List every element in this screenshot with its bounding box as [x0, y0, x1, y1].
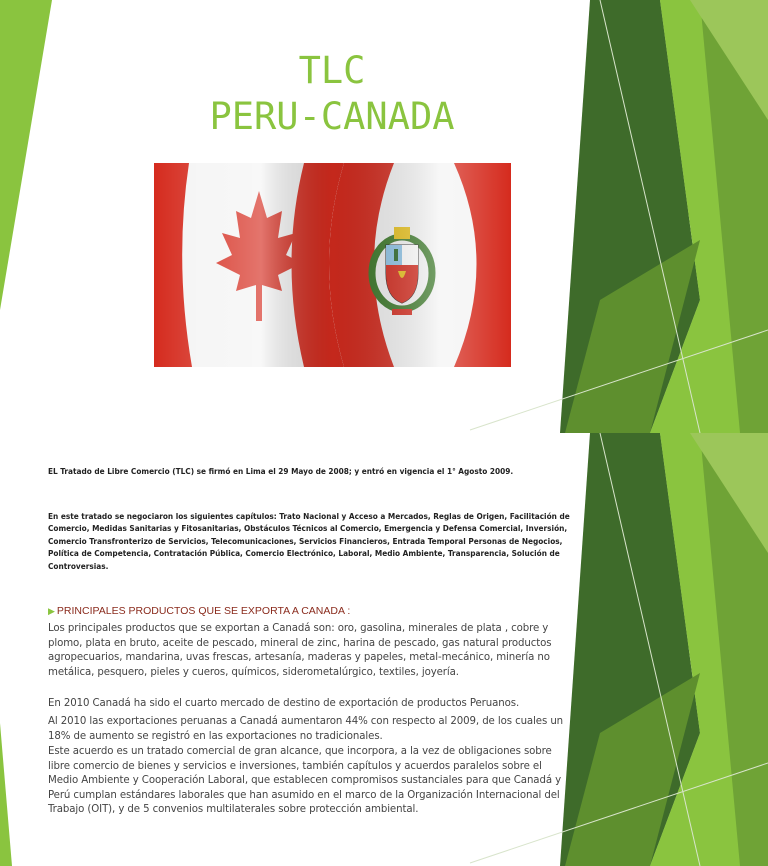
flags-illustration	[154, 163, 511, 367]
agreement-scope-paragraph: Este acuerdo es un tratado comercial de gran alcance, que incorpora, a la vez de obligaciones sobre libre comercio de bienes y servicios e inversiones, también capítulos y acuerdos paralelos sobre el Medio Ambiente y Cooperación Laboral, que establecen compromisos sustanciales para que Canadá y Perú cumplan estándares laborales que han asumido en el marco de la Organización Internacional del Trabajo (OIT), y de 5 convenios multilaterales sobre protección ambiental.	[48, 746, 562, 816]
exports-growth-paragraph: Al 2010 las exportaciones peruanas a Canadá aumentaron 44% con respecto al 2009, de los cuales un 18% de aumento se registró en las exportaciones no tradicionales.	[48, 716, 564, 742]
title-line-1: TLC	[298, 49, 366, 92]
signing-date-text: EL Tratado de Libre Comercio (TLC) se firmó en Lima el 29 Mayo de 2008; y entró en vigencia el 1° Agosto 2009.	[48, 466, 514, 476]
products-paragraph: Los principales productos que se exportan a Canadá son: oro, gasolina, minerales de plata , cobre y plomo, plata en bruto, aceite de pescado, mineral de zinc, harina de pescado, gas natural productos agropecuarios, mandarina, uvas frescas, artesanía, maderas y papeles, metal-mecánico, minería no metálica, pesquero, pieles y cueros, químicos, siderometalúrgico, textiles, joyería.	[48, 623, 552, 678]
flags-image	[154, 163, 511, 367]
title-line-2: PERU-CANADA	[209, 95, 455, 138]
products-heading	[48, 605, 350, 617]
market-paragraph: En 2010 Canadá ha sido el cuarto mercado de destino de exportación de productos Peruanos.	[48, 698, 520, 709]
products-heading-text: PRINCIPALES PRODUCTOS QUE SE EXPORTA A CANADA :	[56, 605, 351, 617]
slide-content	[0, 433, 768, 866]
triangle-bullet-icon: ▶	[48, 606, 55, 616]
slide-title-text	[0, 48, 664, 140]
chapters-text: En este tratado se negociaron los siguientes capítulos: Trato Nacional y Acceso a Mercados, Reglas de Origen, Facilitación de Comercio, Medidas Sanitarias y Fitosanitarias, Obstáculos Técnicos al Comercio, Emergencia y Defensa Comercial, Inversión, Comercio Transfronterizo de Servicios, Telecomunicaciones, Servicios Financieros, Entrada Temporal Personas de Negocios, Política de Competencia, Contratación Pública, Comercio Electrónico, Laboral, Medio Ambiente, Transparencia, Solución de Controversias.	[48, 511, 570, 571]
